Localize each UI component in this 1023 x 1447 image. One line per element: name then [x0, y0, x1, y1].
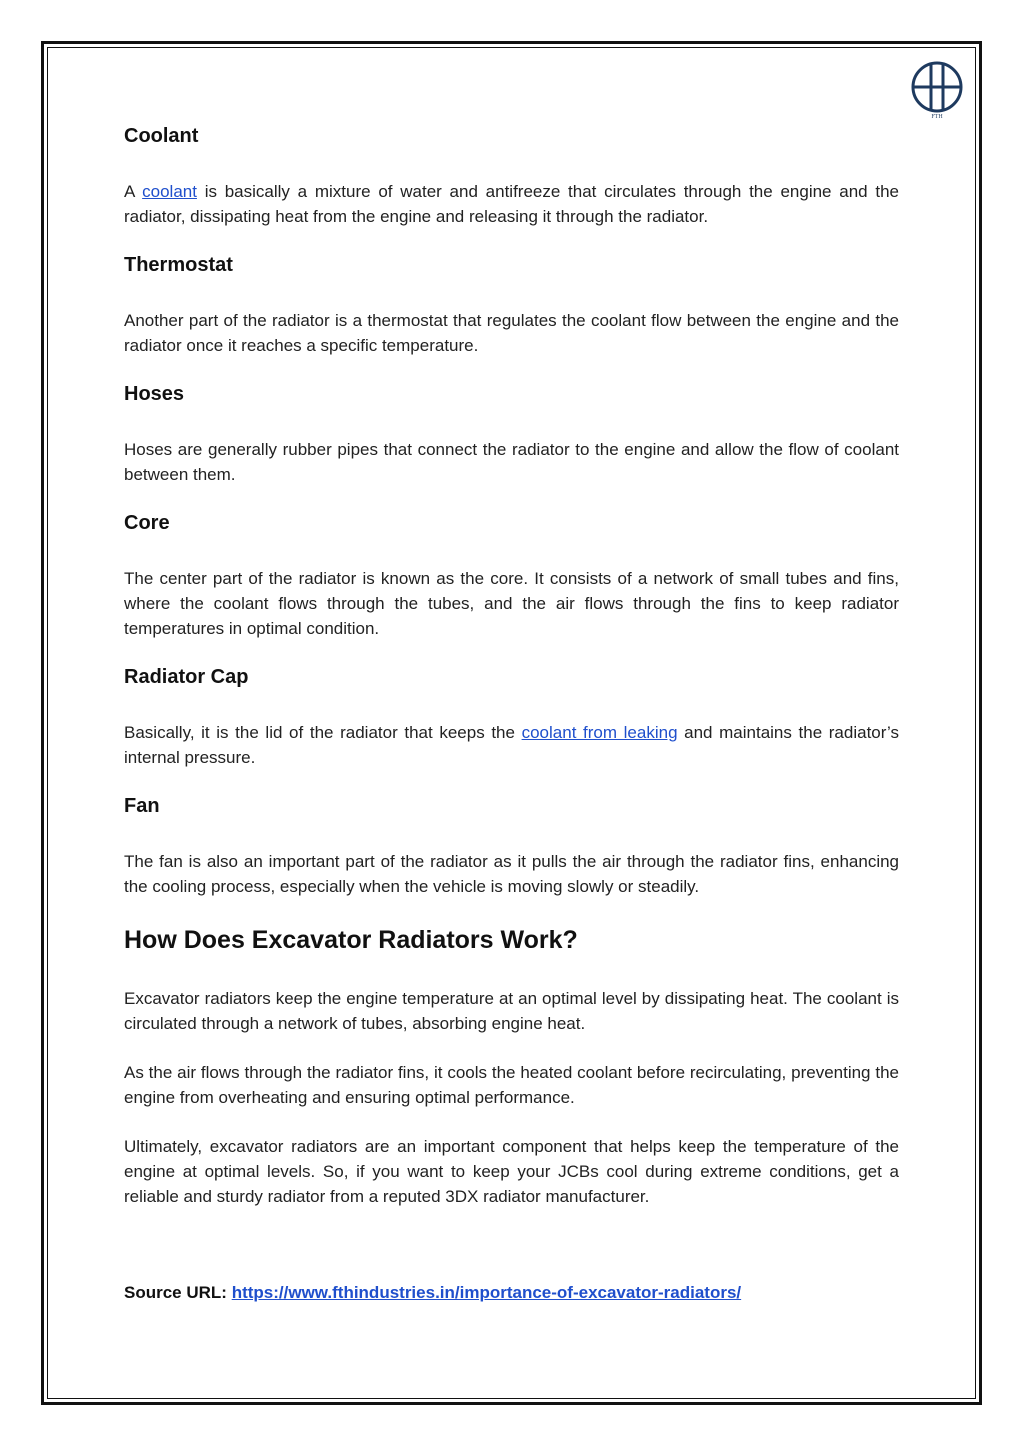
coolant-from-leaking-link[interactable]: coolant from leaking	[521, 723, 678, 742]
paragraph-how-2: As the air flows through the radiator fins, it cools the heated coolant before recirculating, preventing the engine from overheating and ensuring optimal performance.	[124, 1063, 899, 1108]
paragraph-thermostat: Another part of the radiator is a thermostat that regulates the coolant flow between the engine and the radiator once it reaches a specific temperature.	[124, 311, 899, 355]
text-span: A	[124, 182, 143, 201]
heading-radiator-cap: Radiator Cap	[124, 666, 249, 688]
fth-logo	[906, 58, 968, 120]
paragraph-hoses: Hoses are generally rubber pipes that connect the radiator to the engine and allow the flow of coolant between them.	[124, 440, 899, 484]
heading-core: Core	[124, 512, 170, 534]
coolant-link[interactable]: coolant	[142, 182, 197, 201]
source-label: Source URL:	[124, 1283, 227, 1303]
heading-how-radiators-work: How Does Excavator Radiators Work?	[124, 926, 578, 954]
paragraph-how-3: Ultimately, excavator radiators are an important component that helps keep the temperature of the engine at optimal levels. So, if you want to keep your JCBs cool during extreme conditions, get a reliable and sturdy radiator from a reputed 3DX radiator manufacturer.	[124, 1137, 899, 1207]
document-body	[124, 124, 899, 1303]
paragraph-core: The center part of the radiator is known as the core. It consists of a network of small tubes and fins, where the coolant flows through the tubes, and the air flows through the fins to keep radiator temperatures in optimal condition.	[124, 569, 899, 638]
heading-coolant: Coolant	[124, 125, 199, 147]
text-span: is basically a mixture of water and antifreeze that circulates through the engine and the radiator, dissipating heat from the engine and releasing it through the radiator.	[124, 182, 899, 226]
text-span: and maintains the radiator’s internal pressure.	[124, 723, 900, 767]
paragraph-radiator-cap	[124, 720, 899, 770]
source-line	[124, 1283, 899, 1303]
paragraph-how-1: Excavator radiators keep the engine temperature at an optimal level by dissipating heat. The coolant is circulated through a network of tubes, absorbing engine heat.	[124, 989, 899, 1034]
source-url-link[interactable]: https://www.fthindustries.in/importance-of-excavator-radiators/	[231, 1283, 742, 1303]
paragraph-coolant	[124, 179, 899, 229]
logo-text: FTH	[931, 114, 943, 120]
heading-hoses: Hoses	[124, 383, 185, 405]
heading-thermostat: Thermostat	[124, 254, 233, 276]
paragraph-fan: The fan is also an important part of the radiator as it pulls the air through the radiator fins, enhancing the cooling process, especially when the vehicle is moving slowly or steadily.	[124, 852, 899, 896]
heading-fan: Fan	[124, 795, 160, 817]
text-span: Basically, it is the lid of the radiator that keeps the	[124, 723, 522, 742]
